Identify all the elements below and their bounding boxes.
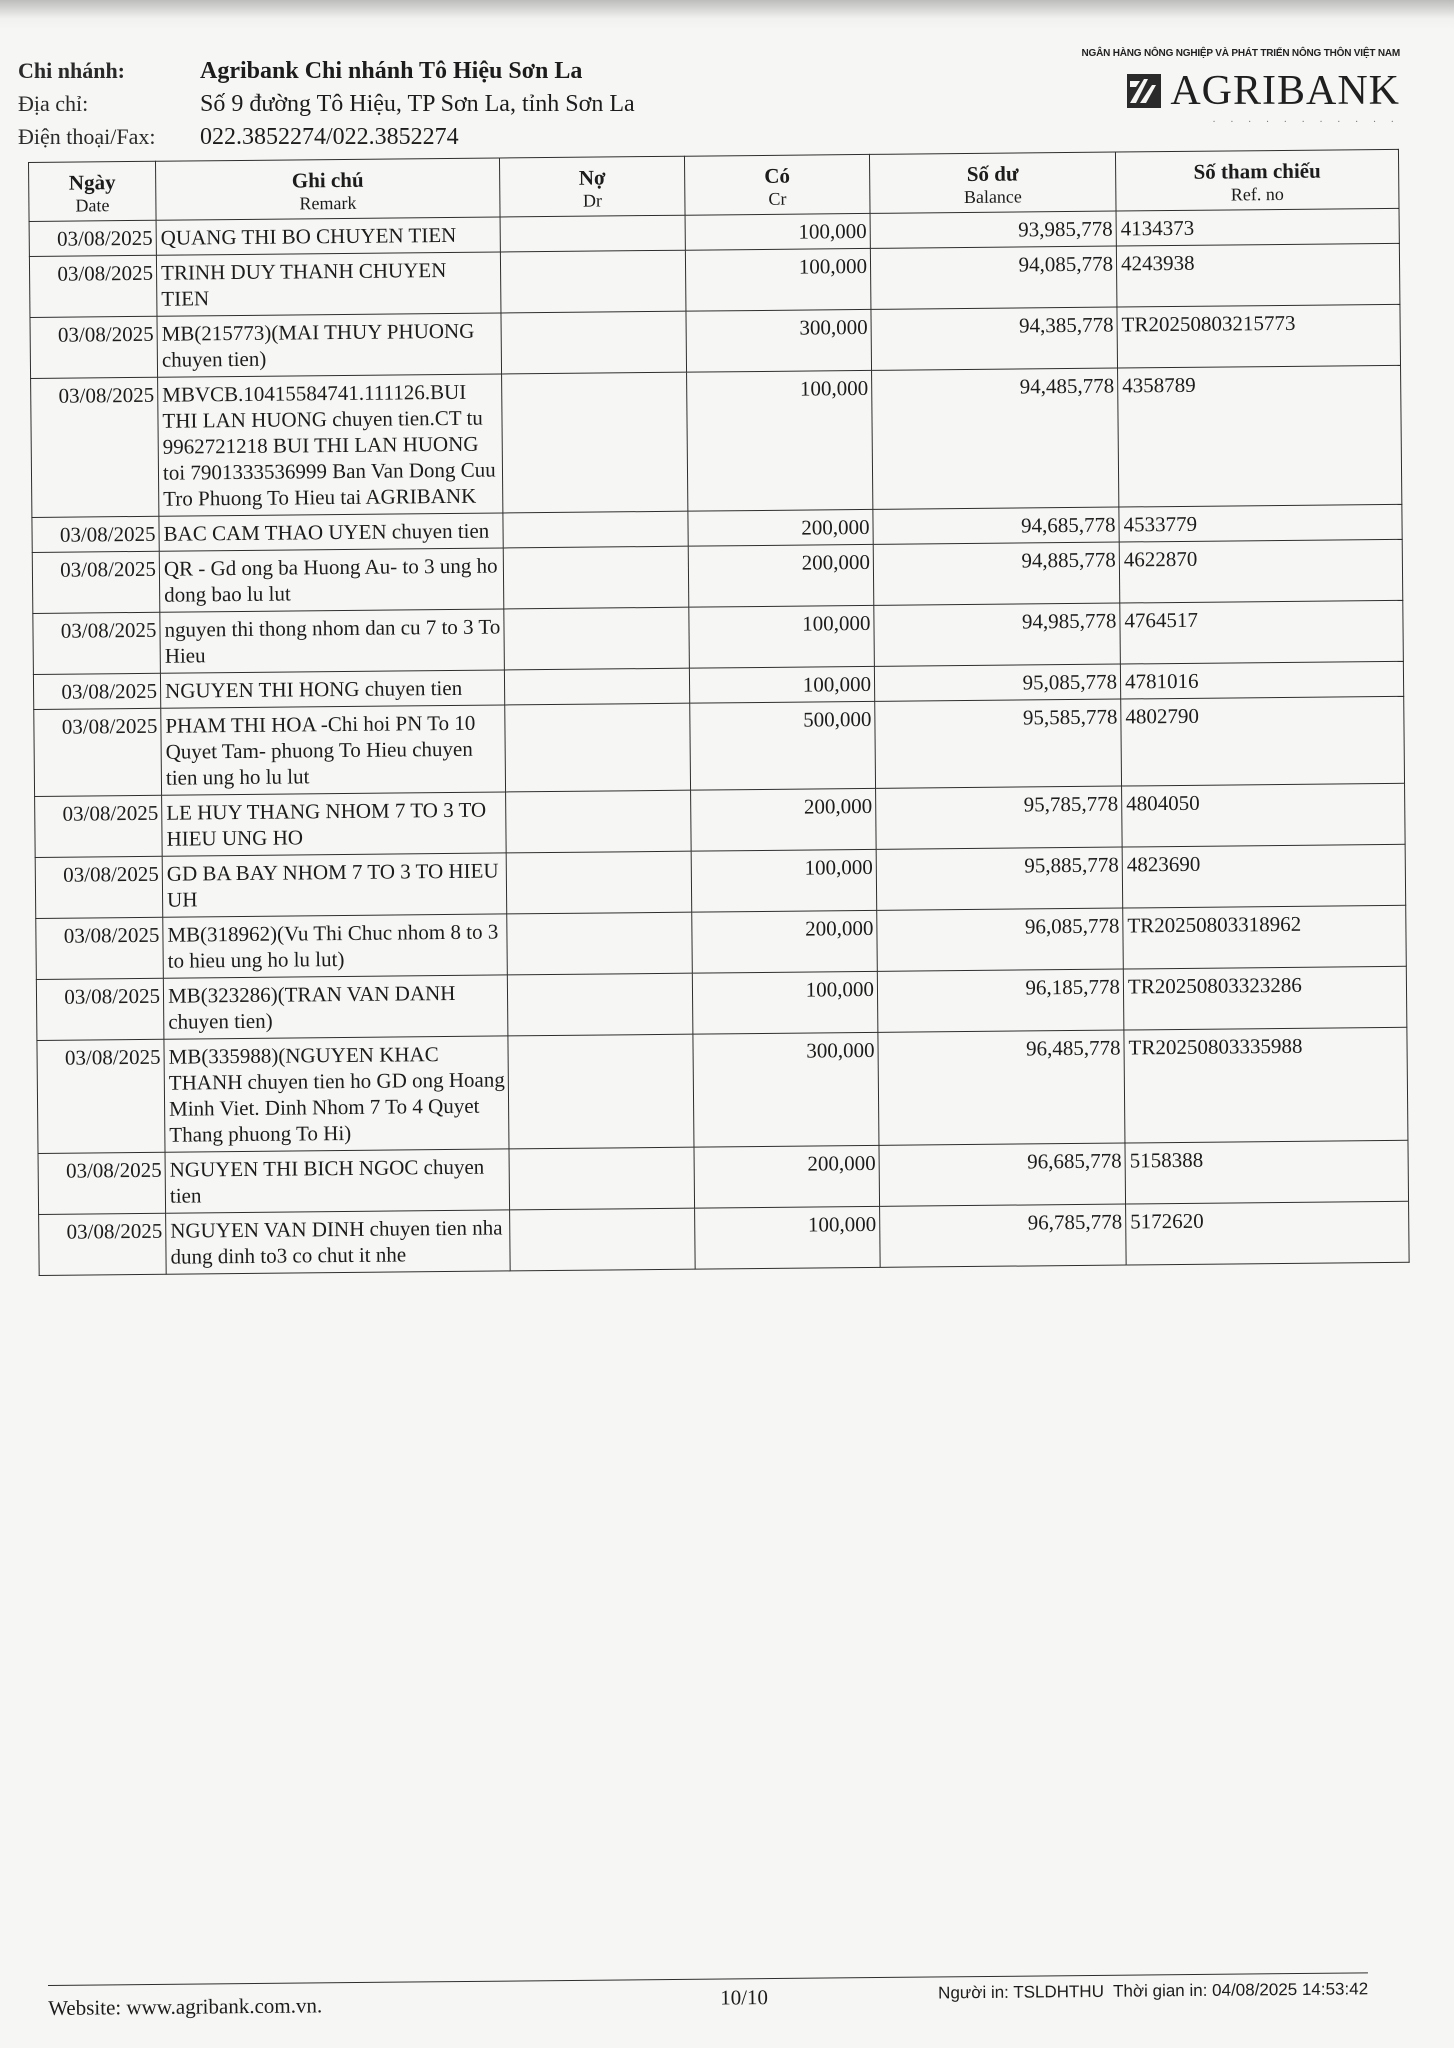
cell-debit [500,215,685,252]
cell-date: 03/08/2025 [33,673,160,709]
cell-ref: 4802790 [1121,696,1405,786]
cell-credit: 100,000 [692,971,878,1034]
cell-credit: 100,000 [689,605,875,668]
cell-remark: NGUYEN VAN DINH chuyen tien nha dung dinh to3 co chut it nhe [166,1210,511,1274]
footer-website: Website: www.agribank.com.vn. [48,1993,323,2020]
table-row [37,1027,1408,1153]
cell-balance: 94,685,778 [873,507,1119,544]
cell-remark: LE HUY THANG NHOM 7 TO 3 TO HIEU UNG HO [162,792,507,856]
address-label: Địa chỉ: [18,91,89,116]
cell-credit: 500,000 [690,701,876,790]
cell-date: 03/08/2025 [29,255,157,317]
cell-debit [505,703,691,792]
table-row [39,1201,1410,1275]
cell-date: 03/08/2025 [37,1039,165,1153]
cell-credit: 100,000 [687,370,873,511]
agribank-logo-icon [1126,73,1162,109]
cell-balance: 96,785,778 [880,1204,1127,1267]
cell-credit: 100,000 [689,666,874,703]
cell-credit: 200,000 [692,910,878,973]
cell-balance: 95,085,778 [874,664,1120,701]
page-edge-shadow [0,0,1454,18]
branch-value: Agribank Chi nhánh Tô Hiệu Sơn La [200,58,583,84]
cell-ref: 4804050 [1122,783,1406,847]
col-date-title: Ngày [68,170,116,195]
cell-remark: GD BA BAY NHOM 7 TO 3 TO HIEU UH [162,853,507,917]
cell-credit: 100,000 [685,248,871,311]
cell-debit [509,1147,695,1210]
cell-date: 03/08/2025 [32,516,159,552]
logo-tagline: NGÂN HÀNG NÔNG NGHIỆP VÀ PHÁT TRIỂN NÔNG THÔN VIỆT NAM [1081,48,1400,59]
cell-remark: QUANG THI BO CHUYEN TIEN [156,217,500,255]
cell-ref: 4764517 [1120,600,1404,664]
col-balance-title: Số dư [966,161,1019,186]
cell-date: 03/08/2025 [36,978,164,1040]
col-date-sub: Date [75,195,110,216]
col-remark-header [155,158,500,220]
cell-balance: 95,785,778 [876,786,1123,849]
cell-remark: nguyen thi thong nhom dan cu 7 to 3 To Hieu [160,609,505,673]
cell-date: 03/08/2025 [39,1213,167,1275]
page-footer [48,1972,1369,2020]
cell-debit [503,546,689,609]
cell-debit [506,851,692,914]
cell-credit: 200,000 [691,788,877,851]
cell-ref: 4533779 [1119,504,1402,542]
cell-date: 03/08/2025 [35,795,163,857]
cell-ref: TR20250803335988 [1124,1027,1408,1143]
cell-ref: 4781016 [1120,661,1403,699]
cell-balance: 95,585,778 [875,699,1122,788]
cell-debit [507,912,693,975]
cell-balance: 96,085,778 [877,908,1124,971]
cell-credit: 100,000 [695,1206,881,1269]
col-remark-title: Ghi chú [291,167,364,193]
cell-balance: 96,185,778 [877,969,1124,1032]
cell-balance: 94,385,778 [871,307,1118,370]
cell-date: 03/08/2025 [34,708,162,796]
agribank-logo [1080,48,1400,128]
cell-balance: 94,885,778 [873,542,1120,605]
footer-print-info [938,1979,1368,2003]
transaction-rows [29,208,1409,1275]
branch-label: Chi nhánh: [18,58,126,83]
cell-ref: TR20250803215773 [1117,304,1401,368]
phone-row [18,124,798,157]
col-balance-sub: Balance [963,186,1022,208]
branch-header [18,58,798,157]
cell-debit [507,973,693,1036]
cell-balance: 95,885,778 [876,847,1123,910]
cell-remark: MBVCB.10415584741.111126.BUI THI LAN HUONG chuyen tien.CT tu 9962721218 BUI THI LAN HUONG toi 7901333536999 Ban Van Dong Cuu Tro Phuong To Hieu tai AGRIBANK [158,374,503,516]
cell-remark: QR - Gd ong ba Huong Au- to 3 ung ho dong bao lu lut [159,548,504,612]
cell-date: 03/08/2025 [38,1152,166,1214]
cell-ref: 4823690 [1122,844,1406,908]
address-row [18,91,798,124]
cell-balance: 94,085,778 [870,246,1117,309]
cell-balance: 96,685,778 [879,1143,1126,1206]
logo-main [1080,67,1400,115]
col-debit-sub: Dr [582,190,602,211]
cell-debit [504,668,689,705]
col-ref-header [1115,149,1399,211]
cell-ref: 4622870 [1119,539,1403,603]
col-ref-title: Số tham chiếu [1193,158,1321,184]
cell-debit [508,1034,694,1149]
printed-by-value: TSLDHTHU [1013,1981,1105,2002]
cell-debit [510,1208,696,1271]
col-credit-header [684,154,870,215]
table-row [31,365,1402,517]
cell-ref: 4134373 [1116,208,1399,246]
cell-remark: MB(323286)(TRAN VAN DANH chuyen tien) [163,975,508,1039]
cell-credit: 100,000 [685,213,870,250]
cell-remark: NGUYEN THI HONG chuyen tien [160,670,504,708]
cell-balance: 94,485,778 [872,368,1119,509]
cell-ref: 4243938 [1116,243,1400,307]
cell-debit [501,311,687,374]
col-ref-sub: Ref. no [1230,183,1284,205]
cell-remark: MB(215773)(MAI THUY PHUONG chuyen tien) [157,313,502,377]
col-remark-sub: Remark [299,192,357,214]
cell-debit [500,250,686,313]
print-time-value: 04/08/2025 14:53:42 [1212,1979,1369,2000]
phone-label: Điện thoại/Fax: [18,124,156,149]
transaction-table [28,149,1410,1276]
address-value: Số 9 đường Tô Hiệu, TP Sơn La, tỉnh Sơn La [200,91,635,117]
cell-date: 03/08/2025 [36,917,164,979]
branch-row [18,58,798,91]
print-time-label: Thời gian in: [1112,1980,1208,2001]
cell-balance: 94,985,778 [874,603,1121,666]
cell-credit: 300,000 [693,1032,879,1147]
cell-remark: MB(335988)(NGUYEN KHAC THANH chuyen tien ho GD ong Hoang Minh Viet. Dinh Nhom 7 To 4 Quyet Thang phuong To Hi) [164,1036,509,1152]
cell-remark: BAC CAM THAO UYEN chuyen tien [159,513,503,551]
cell-debit [506,790,692,853]
col-debit-header [499,156,685,217]
col-balance-header [869,152,1116,213]
cell-credit: 200,000 [694,1145,880,1208]
col-date-header [29,161,157,221]
phone-value: 022.3852274/022.3852274 [200,124,459,150]
cell-credit: 300,000 [686,309,872,372]
col-credit-sub: Cr [768,188,787,209]
cell-ref: 4358789 [1118,365,1402,507]
cell-credit: 200,000 [688,544,874,607]
cell-ref: 5172620 [1126,1201,1410,1265]
cell-balance: 93,985,778 [870,211,1116,248]
cell-remark: MB(318962)(Vu Thi Chuc nhom 8 to 3 to hieu ung ho lu lut) [163,914,508,978]
printed-by-label: Người in: [938,1982,1009,2003]
cell-ref: TR20250803318962 [1123,905,1407,969]
logo-name: AGRIBANK [1170,68,1400,114]
cell-debit [503,511,688,548]
cell-remark: NGUYEN THI BICH NGOC chuyen tien [165,1149,510,1213]
cell-ref: 5158388 [1125,1140,1409,1204]
cell-date: 03/08/2025 [35,856,163,918]
cell-balance: 96,485,778 [878,1030,1125,1145]
cell-date: 03/08/2025 [32,551,160,613]
cell-date: 03/08/2025 [30,316,158,378]
footer-page-number: 10/10 [720,1985,769,2010]
cell-credit: 200,000 [688,509,873,546]
logo-subline: · · · · · · · · · · · [1212,117,1400,128]
cell-debit [502,372,688,513]
table-row [34,696,1405,796]
col-debit-title: Nợ [578,165,606,190]
cell-date: 03/08/2025 [31,377,159,517]
cell-debit [504,607,690,670]
cell-date: 03/08/2025 [29,220,156,256]
cell-remark: TRINH DUY THANH CHUYEN TIEN [156,252,501,316]
cell-credit: 100,000 [691,849,877,912]
cell-ref: TR20250803323286 [1123,966,1407,1030]
cell-remark: PHAM THI HOA -Chi hoi PN To 10 Quyet Tam- phuong To Hieu chuyen tien ung ho lu lut [161,705,506,795]
col-credit-title: Có [764,163,791,188]
cell-date: 03/08/2025 [33,612,161,674]
